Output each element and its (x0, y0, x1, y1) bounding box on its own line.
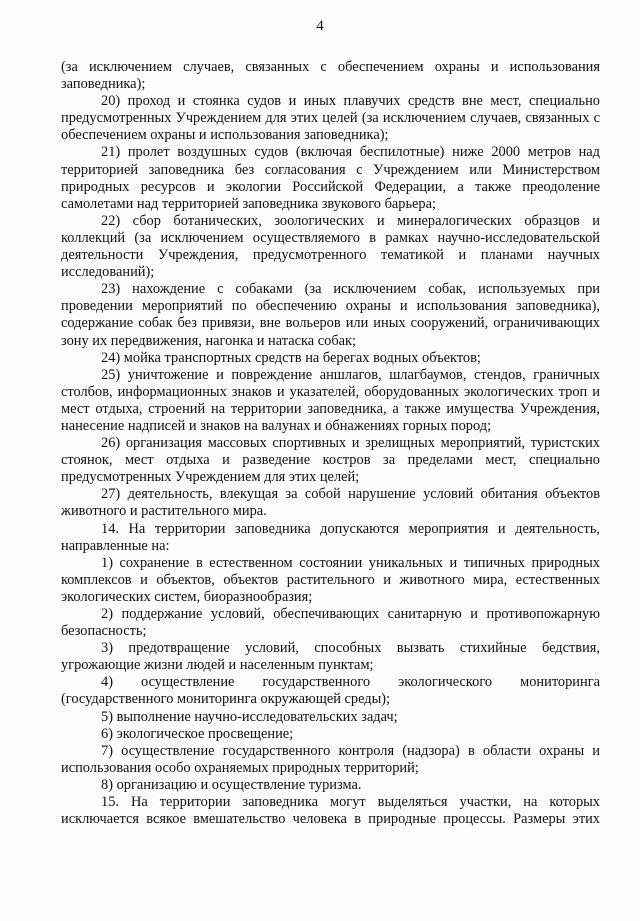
paragraph: 15. На территории заповедника могут выделяться участки, на которых исключается всякое вмешательство человека в природные процессы. Размеры этих (61, 794, 600, 828)
paragraph: 14. На территории заповедника допускаются мероприятия и деятельность, направленные на: (61, 520, 600, 554)
paragraph: 27) деятельность, влекущая за собой нарушение условий обитания объектов животного и растительного мира. (61, 486, 600, 520)
paragraph: 26) организация массовых спортивных и зрелищных мероприятий, туристских стоянок, мест отдыха и разведение костров за пределами мест, специально предусмотренных Учреждением для этих целей; (61, 435, 600, 486)
paragraph: 22) сбор ботанических, зоологических и минералогических образцов и коллекций (за исключением осуществляемого в рамках научно-исследовательской деятельности Учреждения, предусмотренного тематикой и планами научных исследований); (61, 212, 600, 281)
paragraph: 3) предотвращение условий, способных вызвать стихийные бедствия, угрожающие жизни людей и населенным пунктам; (61, 640, 600, 674)
paragraph: 4) осуществление государственного экологического мониторинга (государственного мониторинга окружающей среды); (61, 674, 600, 708)
paragraph: 21) пролет воздушных судов (включая беспилотные) ниже 2000 метров над территорией заповедника без согласования с Учреждением или Министерством природных ресурсов и экологии Российской Федерации, а также преодоление самолетами над территорией заповедника звукового барьера; (61, 144, 600, 212)
paragraph: 25) уничтожение и повреждение аншлагов, шлагбаумов, стендов, граничных столбов, информационных знаков и указателей, оборудованных экологических троп и мест отдыха, строений на территории заповедника, а также имущества Учреждения, нанесение надписей и знаков на валунах и обнажениях горных пород; (61, 366, 600, 434)
paragraph: (за исключением случаев, связанных с обеспечением охраны и использования заповедника); (61, 59, 600, 93)
paragraph: 2) поддержание условий, обеспечивающих санитарную и противопожарную безопасность; (61, 606, 600, 640)
paragraph: 7) осуществление государственного контроля (надзора) в области охраны и использования особо охраняемых природных территорий; (61, 742, 600, 776)
paragraph: 23) нахождение с собаками (за исключением собак, используемых при проведении мероприятий по обеспечению охраны и использования заповедника), содержание собак без привязи, вне вольеров или иных сооружений, ограничивающих зону их передвижения, нагонка и натаска собак; (61, 281, 600, 349)
paragraph: 20) проход и стоянка судов и иных плавучих средств вне мест, специально предусмотренных Учреждением для этих целей (за исключением случаев, связанных с обеспечением охраны и использования заповедника); (61, 93, 600, 144)
paragraph: 8) организацию и осуществление туризма. (101, 776, 362, 793)
paragraph: 1) сохранение в естественном состоянии уникальных и типичных природных комплексов и объектов, объектов растительного и животного мира, естественных экологических систем, биоразнообразия; (61, 554, 600, 605)
page-number: 4 (316, 18, 324, 34)
paragraph: 24) мойка транспортных средств на берегах водных объектов; (101, 349, 481, 366)
paragraph: 6) экологическое просвещение; (101, 725, 294, 742)
document-body (61, 59, 600, 828)
paragraph: 5) выполнение научно-исследовательских задач; (101, 708, 398, 725)
